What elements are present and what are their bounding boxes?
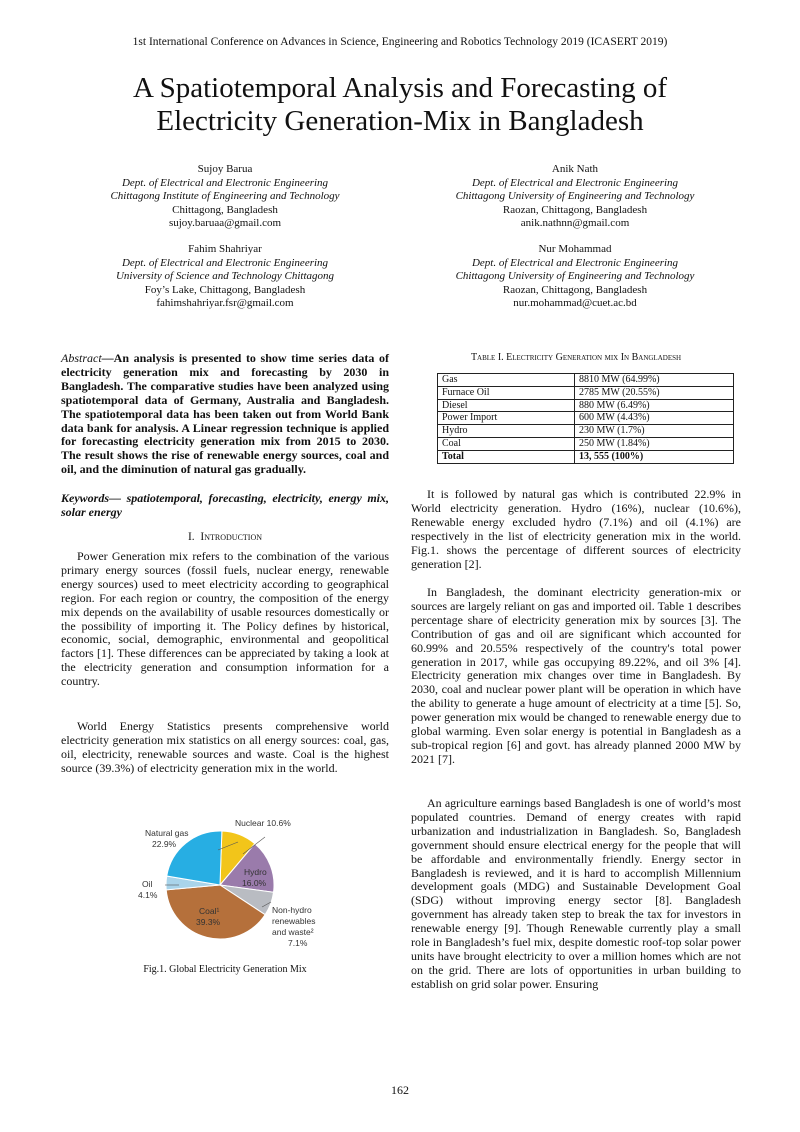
label-coal: Coal¹ [199, 906, 220, 916]
table-caption: Table I. Electricity Generation mix In Bangladesh [470, 352, 682, 363]
label-nonhydro-value: 7.1% [288, 938, 308, 948]
table-row [438, 374, 734, 387]
section-number: I. [187, 531, 195, 543]
author-block [55, 243, 395, 311]
author-name: Nur Mohammad [538, 243, 612, 255]
abstract [61, 352, 389, 477]
table-cell: 13, 555 (100%) [575, 450, 734, 463]
author-block [55, 163, 395, 231]
author-inst: Chittagong University of Engineering and Technology [455, 190, 695, 202]
section-title: Introduction [200, 531, 263, 543]
table-cell: 2785 MW (20.55%) [575, 386, 734, 399]
paragraph-text: It is followed by natural gas which is contributed 22.9% in World electricity generation. Hydro (16%), nuclear (10.6%), Renewable energy excluded hydro (7.1%) and oil (4.1%) are respectively in the list of electricity generation mix in the world. Fig.1. shows the percentage of different sources of electricity generation [2]. [411, 487, 741, 571]
paragraph-text: World Energy Statistics presents comprehensive world electricity generation mix statistics on all energy sources: coal, gas, oil, electricity, renewable sources and waste. Coal is the highest source (39.3%) of electricity generation mix in the world. [61, 719, 389, 775]
table-row [438, 437, 734, 450]
label-oil-value: 4.1% [138, 890, 158, 900]
paragraph-text: An agriculture earnings based Bangladesh is one of world’s most populated countries. Demand of energy creates with rapid urbanization and industrialization in Bangladesh. So, Bangladesh government should ensure electrical energy for the people that will be affordable and environmentally friendly. Energy sector in Bangladesh is reviewed, and it is hard to accomplish Millennium development goals (MDG) and Sustainable Development Goal (SDG) without improving energy sector [8]. Bangladesh government has already taken step to break the tax for investors in renewable energy [9]. Though Renewable currently play a small role in Bangladesh’s fuel mix, despite domestic roof-top solar power units have brought electricity to over a million homes which are not on the grid. There are lots of opportunities in urban building to establish on grid solar power. Ensuring [411, 796, 741, 991]
author-location: Raozan, Chittagong, Bangladesh [502, 203, 648, 216]
label-oil: Oil [142, 879, 153, 889]
author-inst: Chittagong Institute of Engineering and Technology [110, 190, 340, 202]
author-email: anik.nathnn@gmail.com [520, 217, 630, 229]
table-cell: Coal [438, 437, 575, 450]
author-inst: Chittagong University of Engineering and Technology [455, 270, 695, 282]
author-name: Anik Nath [551, 163, 599, 175]
abstract-label: Abstract [61, 351, 102, 365]
table-total-row [438, 450, 734, 463]
table-row [438, 425, 734, 438]
author-email: fahimshahriyar.fsr@gmail.com [156, 297, 294, 309]
table-row [438, 386, 734, 399]
table-row [438, 412, 734, 425]
table-cell: Hydro [438, 425, 575, 438]
paper-title [60, 72, 740, 138]
table-cell: 230 MW (1.7%) [575, 425, 734, 438]
author-name: Sujoy Barua [197, 163, 253, 175]
label-nonhydro-3: and waste² [272, 927, 314, 937]
keywords: Keywords— spatiotemporal, forecasting, electricity, energy mix, solar energy [61, 491, 389, 519]
label-nuclear: Nuclear 10.6% [235, 818, 291, 828]
table-cell: 600 MW (4.43%) [575, 412, 734, 425]
generation-mix-table [437, 373, 734, 464]
paragraph-text: In Bangladesh, the dominant electricity generation-mix or sources are largely reliant on gas and imported oil. Table 1 describes percentage share of electricity generation mix by sources [3]. The Contribution of gas and oil are significant which accounted for 60.99% and 20.55% respectively of the country's total power generation in 2017, while gas occupying 89.22%, and oil 3% [4]. Electricity generation mix changes over time in Bangladesh. By 2030, coal and nuclear power plant will be operation in which have the ability to generate a huge amount of electricity at a time [5]. So, power generation mix would be changed to renewable energy due to global warming. Even solar energy is potential in Bangladesh as a sub-tropical region [6] and govt. has already planned 2000 MW by 2021 [7]. [411, 585, 741, 766]
label-nonhydro-2: renewables [272, 916, 316, 926]
table-cell: Total [438, 450, 575, 463]
paragraph [61, 720, 389, 776]
paragraph [411, 797, 741, 992]
paragraph-text: Power Generation mix refers to the combination of the various primary energy sources (fossil fuels, nuclear energy, renewable energy sources) used to meet electricity according to geographical region. For each region or country, the composition of the energy mix depends on the availability of usable resources domestically or the possibility of importing it. The Policy defines by historical, economic, social, demographic, environmental and geopolitical factors [1]. These differences can be appreciated by taking a look at the electricity generation and consumption information for a country. [61, 549, 389, 689]
table-cell: Furnace Oil [438, 386, 575, 399]
conference-header: 1st International Conference on Advances in Science, Engineering and Robotics Technology 2019 (ICASERT 2019) [132, 36, 668, 48]
section-heading [61, 531, 389, 545]
table-row [438, 399, 734, 412]
abstract-text: —An analysis is presented to show time series data of electricity generation mix and forecasting by 2030 in Bangladesh. The comparative studies have been analyzed using spatiotemporal data of Germany, Australia and Bangladesh. The spatiotemporal data has been taken out from World Bank data bank for analysis. A Linear regression technique is applied for forecasting electricity generation mix from 2015 to 2030. The result shows the rise of renewable energy sources, coal and oil, and the diminution of natural gas gradually. [61, 351, 389, 477]
page-number: 162 [391, 1083, 409, 1097]
author-email: sujoy.baruaa@gmail.com [168, 217, 282, 229]
author-location: Foy’s Lake, Chittagong, Bangladesh [144, 283, 306, 296]
figure-pie-chart [138, 812, 358, 957]
author-dept: Dept. of Electrical and Electronic Engineering [471, 176, 679, 189]
author-dept: Dept. of Electrical and Electronic Engineering [471, 256, 679, 269]
table-cell: Power Import [438, 412, 575, 425]
label-coal-value: 39.3% [196, 917, 221, 927]
author-email: nur.mohammad@cuet.ac.bd [513, 297, 637, 309]
table-cell: 250 MW (1.84%) [575, 437, 734, 450]
author-block [405, 243, 745, 311]
label-hydro-value: 16.0% [242, 878, 267, 888]
author-inst: University of Science and Technology Chittagong [115, 270, 335, 282]
author-block [405, 163, 745, 231]
label-natural-gas: Natural gas [145, 828, 189, 838]
paragraph [61, 550, 389, 689]
author-location: Raozan, Chittagong, Bangladesh [502, 283, 648, 296]
paragraph [411, 586, 741, 767]
title-line-1: A Spatiotemporal Analysis and Forecasting of [132, 72, 667, 104]
author-dept: Dept. of Electrical and Electronic Engineering [121, 256, 329, 269]
table-cell: Diesel [438, 399, 575, 412]
table-cell: 880 MW (6.49%) [575, 399, 734, 412]
author-dept: Dept. of Electrical and Electronic Engineering [121, 176, 329, 189]
author-name: Fahim Shahriyar [188, 243, 262, 255]
author-location: Chittagong, Bangladesh [172, 203, 278, 216]
table-cell: Gas [438, 374, 575, 387]
label-hydro: Hydro [244, 867, 267, 877]
title-line-2: Electricity Generation-Mix in Bangladesh [156, 105, 644, 137]
label-natural-gas-value: 22.9% [152, 839, 177, 849]
paragraph [411, 488, 741, 571]
figure-caption: Fig.1. Global Electricity Generation Mix [143, 964, 307, 975]
pie-chart [138, 812, 358, 957]
label-nonhydro-1: Non-hydro [272, 905, 312, 915]
table-cell: 8810 MW (64.99%) [575, 374, 734, 387]
